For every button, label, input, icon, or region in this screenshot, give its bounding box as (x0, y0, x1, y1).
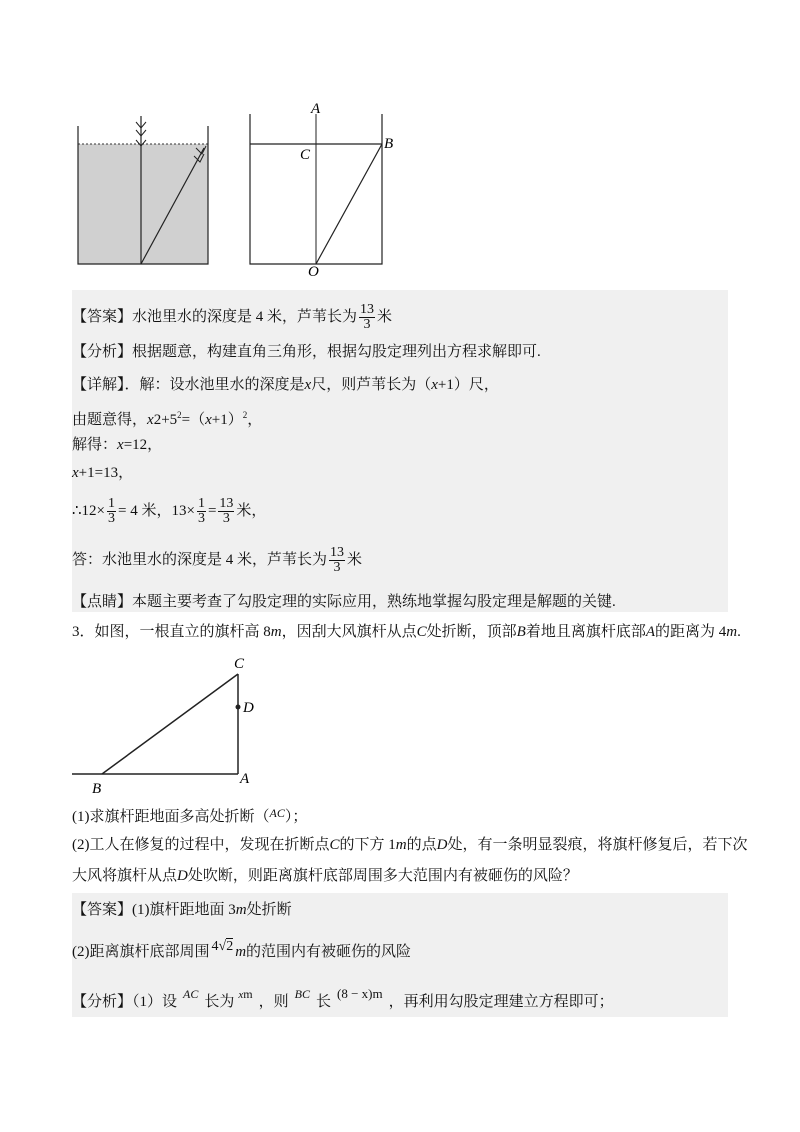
answer-3-line-2: (2)距离旗杆底部周围 4√2 m的范围内有被砸伤的风险 (72, 939, 412, 960)
answer-3-line-1: 【答案】(1)旗杆距地面 3m处折断 (72, 902, 292, 918)
figure-pool-geometry (240, 100, 410, 280)
label-b: B (384, 136, 394, 152)
comment-1: 【点睛】本题主要考查了勾股定理的实际应用，熟练地掌握勾股定理是解题的关键. (72, 594, 616, 610)
question-2-line-2: 大风将旗杆从点D处吹断，则距离旗杆底部周围多大范围内有被砸伤的风险？ (72, 868, 578, 884)
broken-top-cb (102, 674, 238, 774)
label-c: C (300, 147, 311, 163)
answer-1: 【答案】水池里水的深度是 4 米，芦苇长为 $\frac{13}{3}$ 米 (72, 302, 393, 333)
line-ob (316, 144, 382, 264)
detail-1-line-2: 由题意得，$x2+5^2=(x+1)^2$， (72, 410, 263, 428)
detail-1-line-1: 【详解】．解：设水池里水的深度是x尺，则芦苇长为（x+1）尺， (72, 377, 499, 393)
detail-1-line-4: x+1=13， (72, 465, 134, 481)
water-region (78, 144, 208, 264)
problem-3-statement: 3．如图，一根直立的旗杆高 8m，因刮大风旗杆从点C处折断，顶部B着地且离旗杆底部A的距离为 4m. (72, 624, 741, 640)
analysis-3: 【分析】（1）设 $^{AC}$ 长为 $^{xm}$ ，则 $^{BC}$ 长(8 − x)m，再利用勾股定理建立方程即可； (72, 986, 614, 1010)
question-1: (1)求旗杆距地面多高处折断（$^{AC}$）； (72, 806, 308, 825)
figure-flagpole (70, 652, 280, 797)
analysis-1: 【分析】根据题意，构建直角三角形，根据勾股定理列出方程求解即可. (72, 344, 541, 360)
figure-pool-reed (70, 108, 220, 268)
label-a: A (240, 771, 250, 787)
detail-1-line-5: ∴12× $\frac{1}{3}$ = 4 米，13× $\frac{1}{3}$ = $\frac{13}{3}$ 米， (72, 496, 267, 527)
detail-1-line-6: 答：水池里水的深度是 4 米，芦苇长为 $\frac{13}{3}$ 米 (72, 545, 363, 576)
detail-1-line-3: 解得：x=12， (72, 437, 163, 453)
label-b: B (92, 781, 102, 797)
label-a: A (311, 101, 321, 117)
label-d: D (243, 700, 254, 716)
label-c: C (234, 656, 245, 672)
label-o: O (308, 264, 319, 280)
question-2-line-1: (2)工人在修复的过程中，发现在折断点C的下方 1m的点D处，有一条明显裂痕，将旗杆修复后，若下次 (72, 837, 748, 853)
point-d (236, 705, 241, 710)
